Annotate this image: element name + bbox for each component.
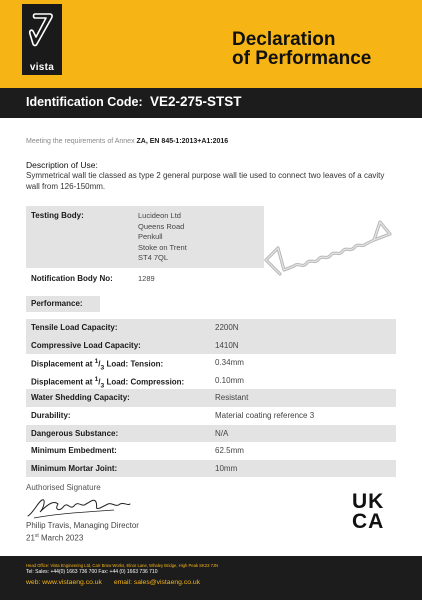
performance-heading xyxy=(26,296,100,312)
table-row xyxy=(26,319,396,337)
table-row xyxy=(26,460,396,478)
address-line: Queens Road xyxy=(138,221,185,231)
address-line: Stoke on Trent xyxy=(138,242,187,252)
row-value: 62.5mm xyxy=(215,446,244,456)
notification-label: Notification Body No: xyxy=(31,274,113,283)
row-value: N/A xyxy=(215,428,229,438)
table-row xyxy=(26,372,396,390)
vista-logo-icon xyxy=(26,10,58,56)
fraction-denominator: 3 xyxy=(100,382,105,390)
table-row xyxy=(26,389,396,407)
row-label: Displacement at $^1/_3$ Load: Tension: xyxy=(31,358,164,372)
requirements-line xyxy=(26,138,228,145)
identification-bar xyxy=(0,88,422,118)
table-row xyxy=(26,337,396,355)
row-value: 2200N xyxy=(215,323,239,332)
fraction-denominator: 3 xyxy=(100,364,105,372)
header-banner xyxy=(0,0,422,88)
row-label: Water Shedding Capacity: xyxy=(31,393,130,403)
handwritten-signature xyxy=(24,494,134,520)
description-text: Symmetrical wall tie classed as type 2 general purpose wall tie used to connect two leaves of a cavity wall from 126-150mm. xyxy=(26,171,385,191)
authorised-signature-heading: Authorised Signature xyxy=(26,483,101,492)
notification-value: 1289 xyxy=(138,274,155,283)
row-label: Minimum Embedment: xyxy=(31,446,117,456)
footer-email-link[interactable]: email: sales@vistaeng.co.uk xyxy=(113,579,201,586)
table-row xyxy=(26,354,396,372)
row-label: Minimum Mortar Joint: xyxy=(31,463,118,473)
footer-phones: Tel: Sales: +44(0) 1663 736 700 Fax: +44 (0) 1663 736 710 xyxy=(26,569,158,575)
identification-code: VE2-275-STST xyxy=(150,94,242,109)
requirements-standard: ZA, EN 845-1:2013+A1:2016 xyxy=(136,138,229,145)
vista-logo xyxy=(22,4,62,75)
identification-label: Identification Code: xyxy=(26,95,143,109)
address-line: ST4 7QL xyxy=(138,253,169,262)
testing-body-label: Testing Body: xyxy=(31,211,84,220)
footer-web-link[interactable]: web: www.vistaeng.co.uk xyxy=(26,579,102,586)
address-line: Penkull xyxy=(138,232,163,241)
performance-heading-text: Performance: xyxy=(31,299,83,308)
row-value: Resistant xyxy=(215,393,249,403)
row-label: Dangerous Substance: xyxy=(31,428,119,438)
table-row xyxy=(26,442,396,460)
row-value: 10mm xyxy=(215,463,238,473)
performance-table xyxy=(26,319,396,477)
row-label: Compressive Load Capacity: xyxy=(31,340,141,350)
row-value: Material coating reference 3 xyxy=(215,410,315,420)
footer-contacts xyxy=(26,579,200,586)
row-value: 0.34mm xyxy=(215,358,244,368)
ukca-line-2: CA xyxy=(352,510,385,533)
ukca-mark xyxy=(352,492,398,532)
document-title xyxy=(232,30,402,68)
row-value: 1410N xyxy=(215,340,239,350)
description-heading: Description of Use: xyxy=(26,160,98,170)
table-row xyxy=(26,425,396,443)
address-line: Lucideon Ltd xyxy=(138,211,181,220)
signer-name: Philip Travis, Managing Director xyxy=(26,521,139,530)
testing-body-address xyxy=(138,211,187,264)
title-line-2: of Performance xyxy=(232,48,372,69)
title-line-1: Declaration xyxy=(232,29,336,50)
fraction-numerator: 1 xyxy=(94,375,99,383)
fraction-numerator: 1 xyxy=(94,358,99,366)
footer-address: Head Office: Vista Engineering Ltd, Carr Brow Works, Elnor Lane, Whaley Bridge, High Peak SK23 7JN xyxy=(26,563,219,568)
wall-tie-illustration xyxy=(262,218,392,282)
signature-date: 21st March 2023 xyxy=(26,533,84,543)
testing-body-block xyxy=(26,206,264,268)
row-label: Displacement at $^1/_3$ Load: Compression: xyxy=(31,375,185,390)
logo-wordmark: vista xyxy=(29,62,55,73)
row-value: 0.10mm xyxy=(215,375,244,385)
requirements-prefix: Meeting the requirements of Annex xyxy=(26,138,135,145)
row-label: Durability: xyxy=(31,410,71,420)
table-row xyxy=(26,407,396,425)
row-label: Tensile Load Capacity: xyxy=(31,323,118,332)
ukca-line-1: UK xyxy=(352,490,385,513)
footer xyxy=(0,556,422,600)
